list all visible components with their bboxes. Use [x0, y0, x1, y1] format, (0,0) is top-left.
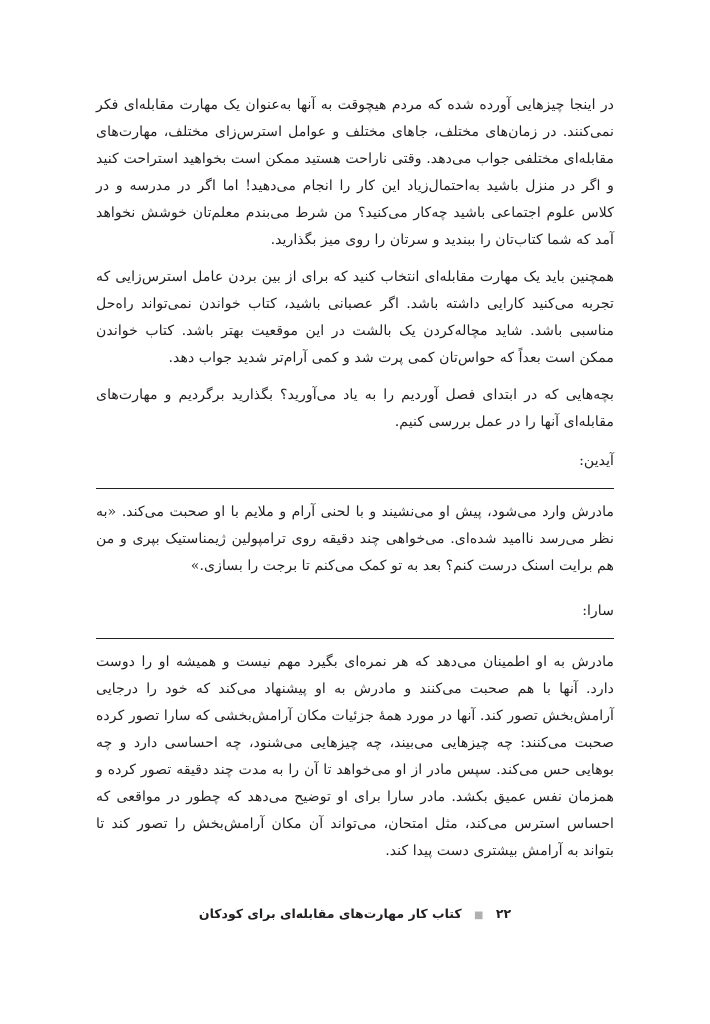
footer-separator: ■	[474, 910, 484, 921]
page-body	[96, 92, 614, 865]
body-paragraph: همچنین باید یک مهارت مقابله‌ای انتخاب کنید که برای از بین بردن عامل استرس‌زایی که تجربه می‌کنید کارایی داشته باشد. اگر عصبانی باشید، کتاب خواندن نمی‌تواند راه‌حل مناسبی باشد. شاید مچاله‌کردن یک بالشت در این موقعیت بهتر باشد. کتاب خواندن ممکن است بعداً که حواس‌تان کمی پرت شد و کمی آرام‌تر شدید جواب دهد.	[96, 269, 614, 366]
book-title: کتاب کار مهارت‌های مقابله‌ای برای کودکان	[198, 906, 462, 921]
example-text: مادرش به او اطمینان می‌دهد که هر نمره‌ای بگیرد مهم نیست و همیشه او را دوست دارد. آنها با هم صحبت می‌کنند و مادرش به او پیشنهاد می‌کند که خود را درجایی آرامش‌بخش تصور کند. آنها در مورد همهٔ جزئیات مکان آرامش‌بخشی که سارا تصور کرده صحبت می‌کنند: چه چیزهایی می‌بیند، چه چیزهایی می‌شنود، چه احساسی دارد و چه بوهایی حس می‌کند. سپس مادر از او می‌خواهد تا آن را به مدت چند دقیقه تصور کرده و همزمان نفس عمیق بکشد. مادر سارا برای او توضیح می‌دهد که چطور در مواقعی که احساس استرس می‌کند، مثل امتحان، می‌تواند آن مکان آرامش‌بخش را تصور کند تا بتواند به آرامش بیشتری دست پیدا کند.	[96, 654, 614, 859]
example-box	[96, 488, 614, 580]
body-paragraph: بچه‌هایی که در ابتدای فصل آوردیم را به یاد می‌آورید؟ بگذارید برگردیم و مهارت‌های مقابله‌ای آنها را در عمل بررسی کنیم.	[96, 387, 614, 430]
page-number: ۲۲	[495, 906, 512, 921]
page-footer	[0, 906, 710, 921]
example-box	[96, 638, 614, 865]
speaker-label: آیدین:	[579, 453, 614, 469]
body-paragraph: در اینجا چیزهایی آورده شده که مردم هیچوقت به آنها به‌عنوان یک مهارت مقابله‌ای فکر نمی‌کنند. در زمان‌های مختلف، جاهای مختلف و عوامل استرس‌زای مختلف، مهارت‌های مقابله‌ای مختلفی جواب می‌دهد. وقتی ناراحت هستید ممکن است بخواهید استراحت کنید و اگر در منزل باشید به‌احتمال‌زیاد این کار را انجام می‌دهید! اما اگر در مدرسه و در کلاس علوم اجتماعی باشید چه‌کار می‌کنید؟ من شرط می‌بندم معلم‌تان خوشش نخواهد آمد که شما کتاب‌تان را ببندید و سرتان را روی میز بگذارید.	[96, 97, 614, 248]
example-text: مادرش وارد می‌شود، پیش او می‌نشیند و با لحنی آرام و ملایم با او صحبت می‌کند. «به نظر می‌رسد ناامید شده‌ای. می‌خواهی چند دقیقه روی ترامپولین ژیمناستیک بپری و من هم برایت اسنک درست کنم؟ بعد به تو کمک می‌کنم تا برجت را بسازی.»	[96, 504, 614, 574]
example-sara	[96, 598, 614, 865]
speaker-label: سارا:	[582, 603, 614, 619]
example-aidin	[96, 448, 614, 580]
